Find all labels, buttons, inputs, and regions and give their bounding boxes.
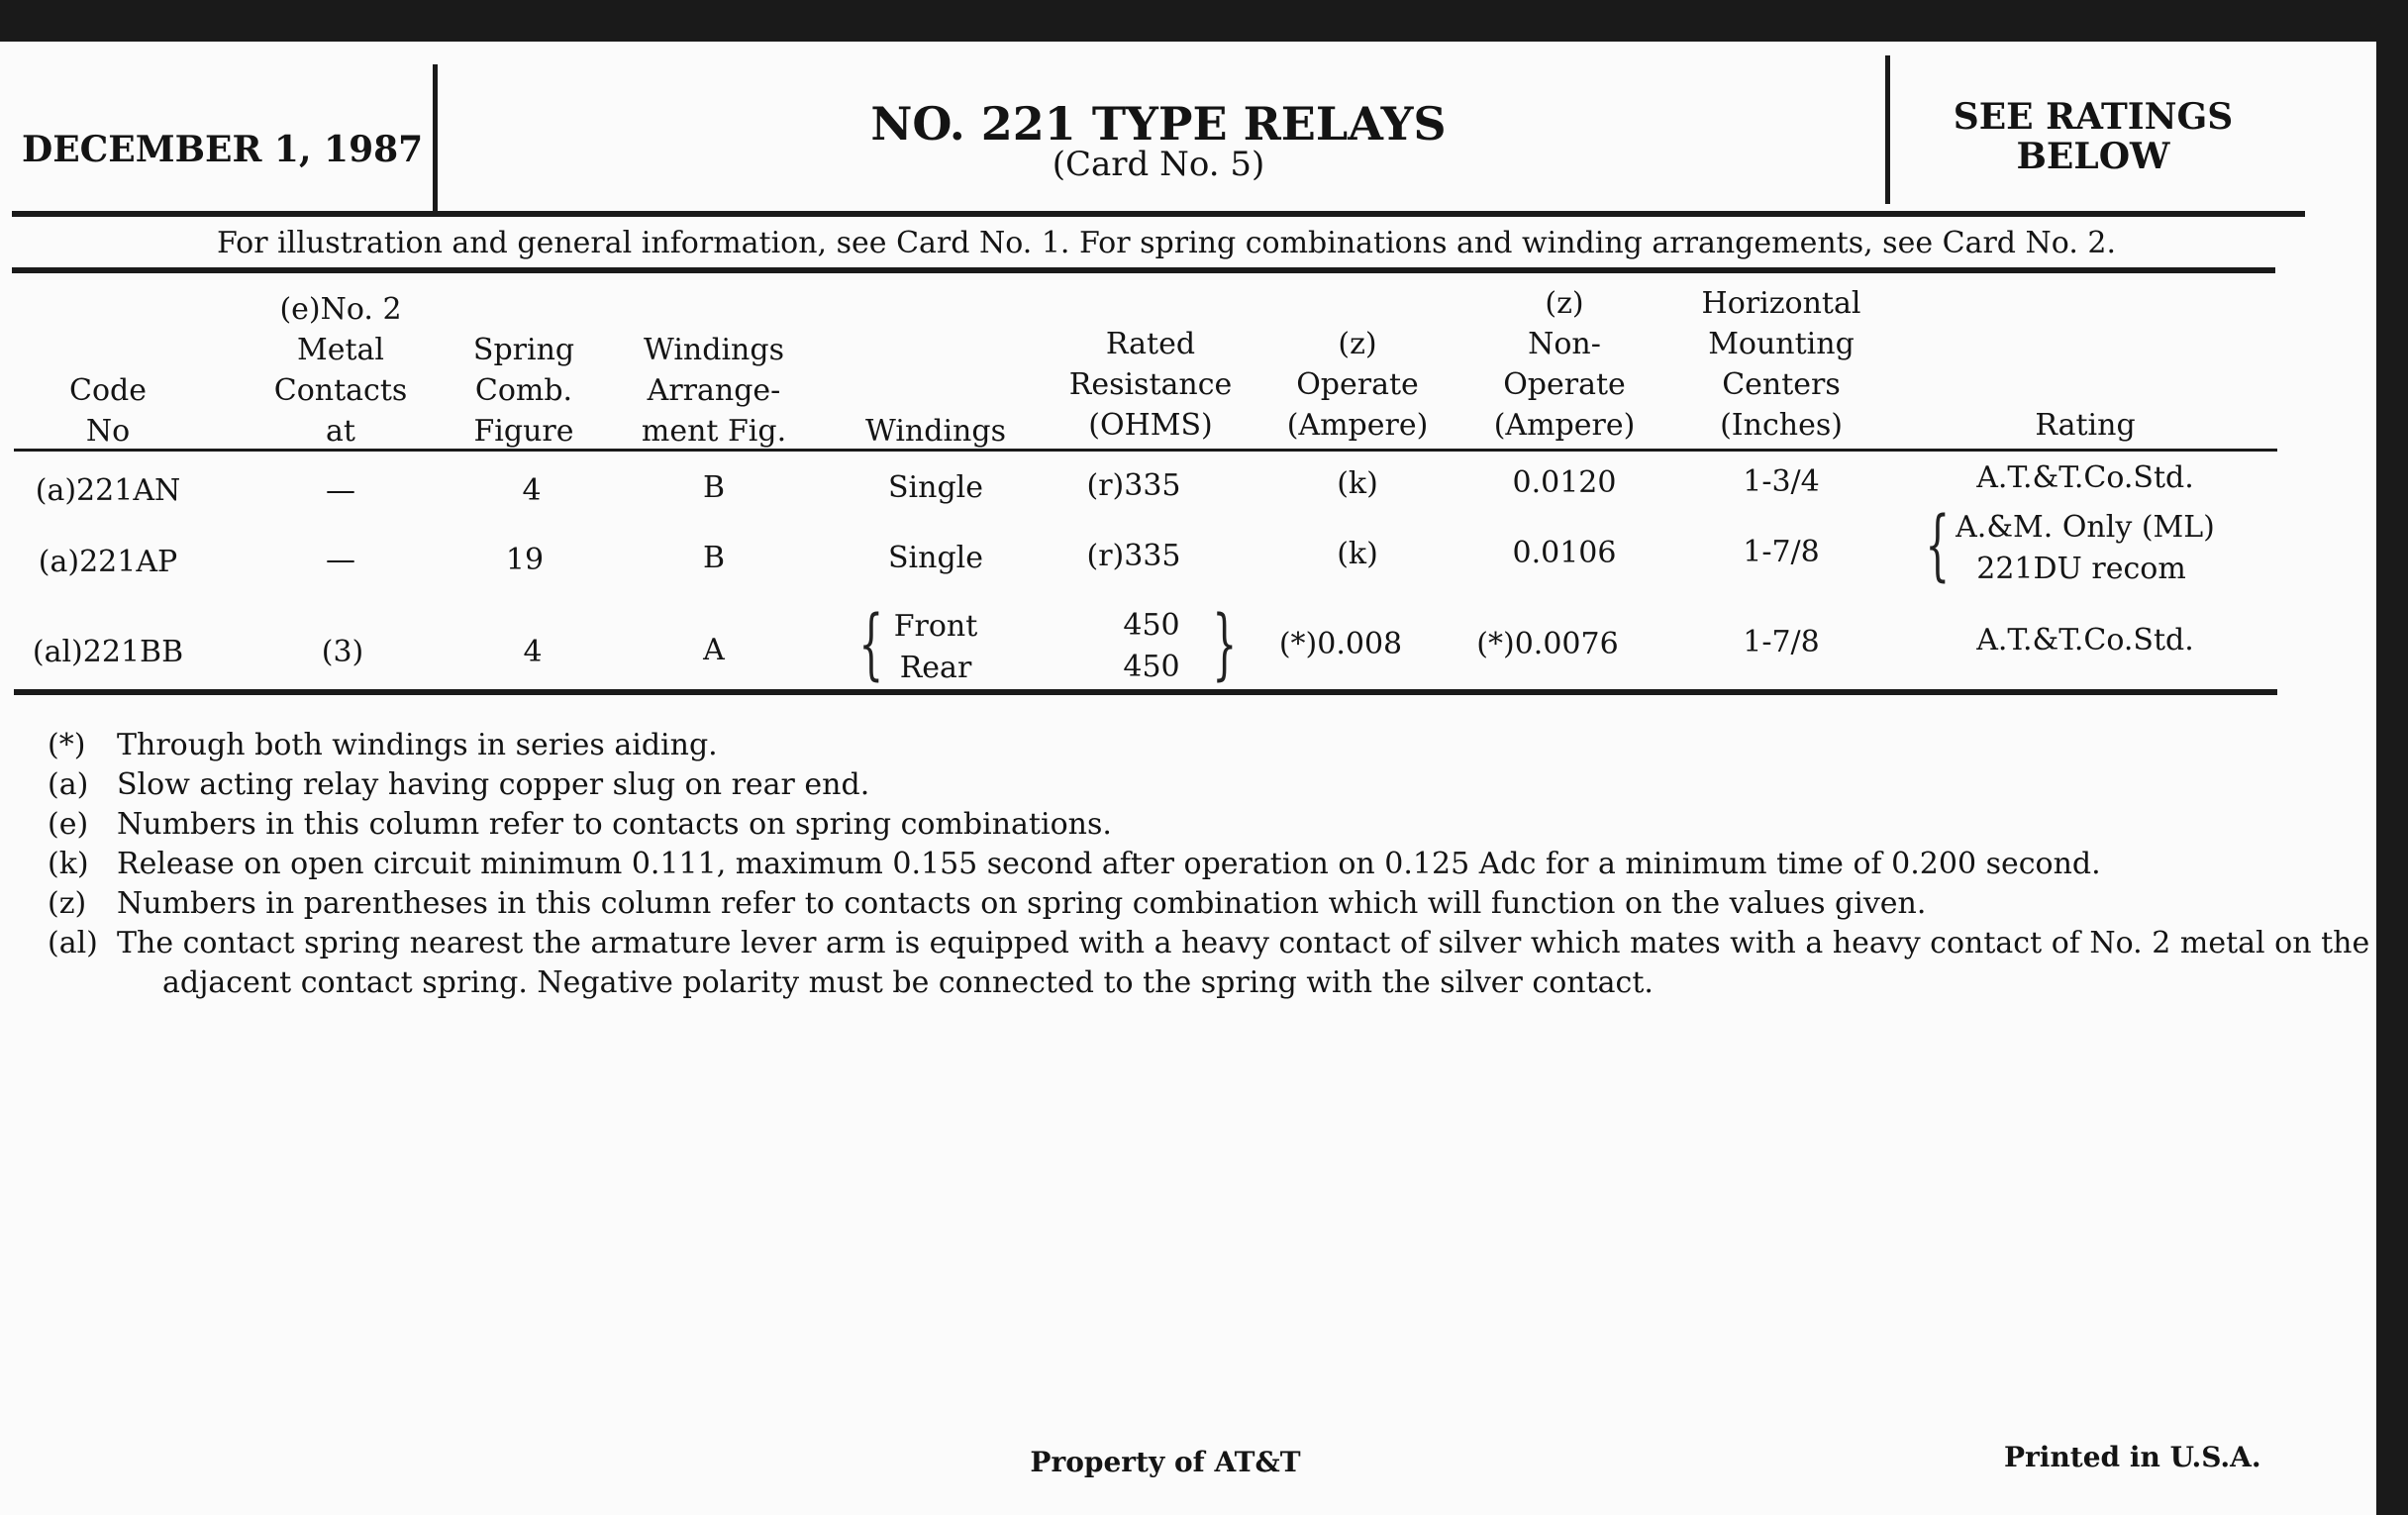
- cell-contacts: —: [326, 473, 355, 508]
- header-rule: [12, 211, 2305, 217]
- cell-rating: A.T.&T.Co.Std.: [1976, 460, 2194, 495]
- footnote: (e) Numbers in this column refer to contacts on spring combinations.: [48, 807, 1112, 842]
- card-number: (Card No. 5): [1052, 145, 1265, 184]
- cell-operate: (k): [1337, 466, 1378, 501]
- header-divider-left: [433, 64, 438, 213]
- ratings-note-line2: BELOW: [2016, 136, 2170, 177]
- cell-contacts: —: [326, 543, 355, 577]
- footer-printed: Printed in U.S.A.: [2004, 1441, 2261, 1473]
- col-header-rating: Rating: [2035, 408, 2136, 443]
- cell-spring: 4: [522, 473, 542, 508]
- col-header-code: Code No: [69, 373, 147, 449]
- cell-rating: A.T.&T.Co.Std.: [1976, 623, 2194, 657]
- table-bottom-rule: [14, 689, 2277, 695]
- windings-brace-right: }: [1212, 600, 1238, 689]
- cell-spring: 19: [505, 543, 545, 577]
- col-header-nonoperate: (z) Non- Operate (Ampere): [1493, 286, 1636, 443]
- cell-code: (a)221AN: [35, 473, 181, 508]
- cell-contacts: (3): [321, 635, 364, 669]
- ratings-note-line1: SEE RATINGS: [1953, 96, 2234, 138]
- cell-rating-line1: A.&M. Only (ML): [1956, 510, 2215, 545]
- cell-resistance-rear: 450: [1123, 650, 1180, 684]
- cell-windings: Single: [887, 470, 984, 505]
- cell-arrangement: B: [702, 470, 726, 505]
- footnote-continuation: adjacent contact spring. Negative polarity must be connected to the spring with the silver contact.: [162, 965, 1654, 1000]
- col-header-spring: Spring Comb. Figure: [472, 333, 575, 449]
- cell-code: (a)221AP: [38, 545, 178, 579]
- footnote: (*) Through both windings in series aiding.: [48, 728, 718, 762]
- cell-mounting: 1-7/8: [1743, 535, 1820, 569]
- table-top-rule: [12, 267, 2275, 273]
- cell-mounting: 1-7/8: [1743, 625, 1820, 659]
- col-header-contacts: (e)No. 2 Metal Contacts at: [273, 292, 408, 449]
- windings-brace-left: {: [858, 600, 884, 689]
- ratings-note: [1954, 97, 2234, 176]
- footnote: (z) Numbers in parentheses in this column refer to contacts on spring combination which will function on the values given.: [48, 886, 1927, 921]
- footnotes: [48, 726, 2369, 1003]
- cell-arrangement: A: [703, 633, 725, 667]
- card-date: DECEMBER 1, 1987: [22, 129, 424, 170]
- footer-property: Property of AT&T: [1030, 1446, 1301, 1478]
- col-header-windings: Windings: [865, 414, 1006, 449]
- cell-mounting: 1-3/4: [1743, 464, 1820, 499]
- cell-windings: Single: [887, 541, 984, 575]
- intro-text: For illustration and general information, see Card No. 1. For spring combinations and winding arrangements, see Card No. 2.: [216, 226, 2117, 260]
- footnote: (a) Slow acting relay having copper slug on rear end.: [48, 767, 870, 802]
- cell-nonoperate: 0.0106: [1512, 536, 1617, 570]
- footnote: (k) Release on open circuit minimum 0.111, maximum 0.155 second after operation on 0.125 Adc for a minimum time of 0.200 second.: [48, 847, 2101, 881]
- cell-windings-rear: Rear: [899, 651, 972, 685]
- rating-brace: {: [1925, 501, 1951, 590]
- cell-nonoperate: (*)0.0076: [1476, 627, 1619, 661]
- cell-arrangement: B: [702, 541, 726, 575]
- cell-rating-line2: 221DU recom: [1976, 552, 2186, 586]
- col-header-arrangement: Windings Arrange- ment Fig.: [641, 333, 787, 449]
- col-header-resistance: Rated Resistance (OHMS): [1068, 327, 1233, 443]
- cell-resistance: (r)335: [1086, 539, 1181, 573]
- col-header-operate: (z) Operate (Ampere): [1286, 327, 1429, 443]
- cell-resistance: (r)335: [1086, 468, 1181, 503]
- header-bottom-rule: [14, 449, 2277, 452]
- header-divider-right: [1885, 55, 1890, 204]
- cell-code: (al)221BB: [32, 635, 184, 669]
- cell-spring: 4: [523, 635, 543, 669]
- cell-resistance-front: 450: [1123, 608, 1180, 643]
- cell-nonoperate: 0.0120: [1512, 465, 1617, 500]
- cell-windings-front: Front: [893, 609, 978, 644]
- page-title: NO. 221 TYPE RELAYS: [870, 97, 1447, 151]
- col-header-mounting: Horizontal Mounting Centers (Inches): [1701, 286, 1861, 443]
- cell-operate: (*)0.008: [1278, 627, 1403, 661]
- footnote: (al) The contact spring nearest the armature lever arm is equipped with a heavy contact of silver which mates with a heavy contact of No. 2 metal on the: [48, 926, 2370, 960]
- cell-operate: (k): [1337, 537, 1378, 571]
